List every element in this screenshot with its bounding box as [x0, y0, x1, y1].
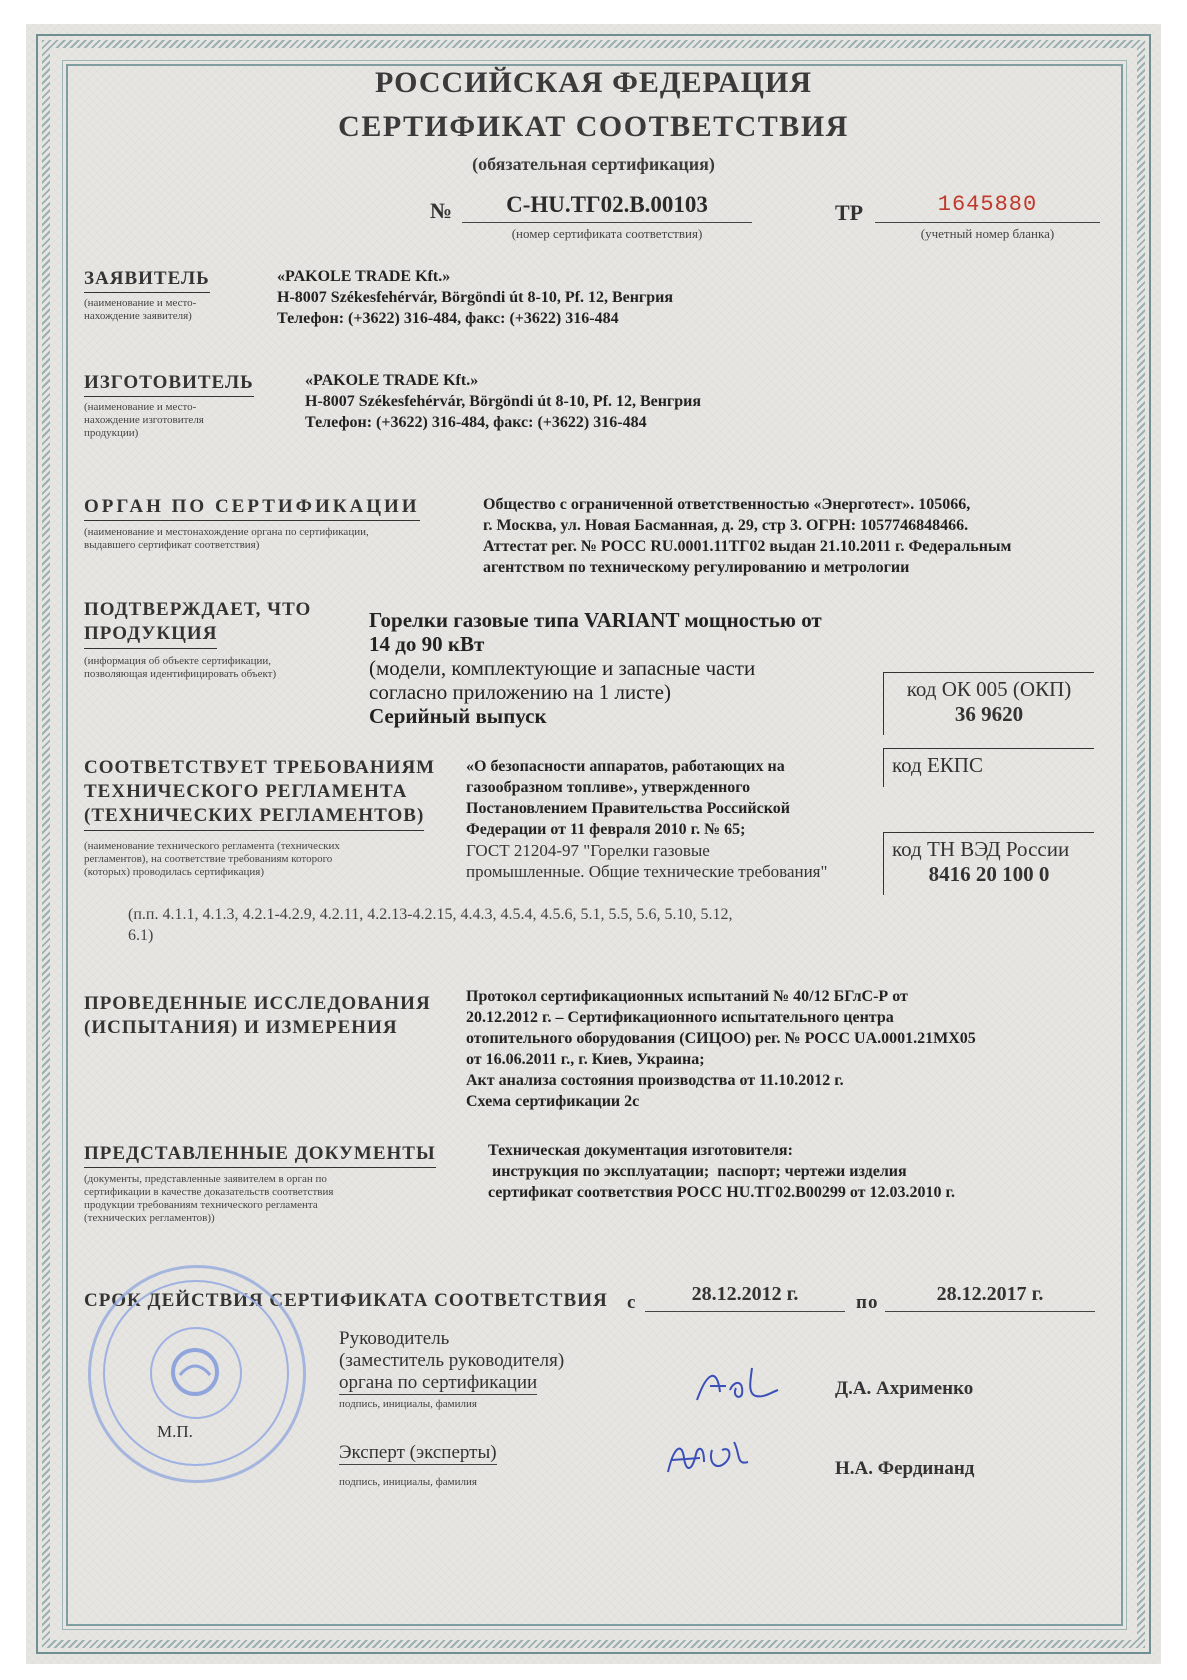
- standard-clauses: (п.п. 4.1.1, 4.1.3, 4.2.1-4.2.9, 4.2.11, 4.2.13-4.2.15, 4.4.3, 4.5.4, 4.5.6, 5.1, 5.5, 5.6, 5.10, 5.12, 6.1): [128, 906, 733, 944]
- head-name: Д.А. Ахрименко: [835, 1378, 974, 1399]
- manufacturer-address: H-8007 Székesfehérvár, Börgöndi út 8-10, Pf. 12, Венгрия: [305, 393, 701, 410]
- tnved-code-box: [883, 832, 1094, 895]
- validity-to-date: 28.12.2017 г.: [885, 1283, 1095, 1312]
- applicant-address: H-8007 Székesfehérvár, Börgöndi út 8-10, Pf. 12, Венгрия: [277, 289, 673, 306]
- applicant-phone: Телефон: (+3622) 316-484, факс: (+3622) 316-484: [277, 310, 619, 327]
- okp-code-value: 36 9620: [954, 702, 1024, 726]
- validity-label: СРОК ДЕЙСТВИЯ СЕРТИФИКАТА СООТВЕТСТВИЯ: [84, 1290, 608, 1311]
- product-power-range: 14 до 90 кВт: [369, 632, 485, 656]
- tnved-code-value: 8416 20 100 0: [928, 862, 1050, 886]
- gost-standard: ГОСТ 21204-97 "Горелки газовые промышленные. Общие технические требования": [466, 841, 828, 881]
- document-title: СЕРТИФИКАТ СООТВЕТСТВИЯ: [338, 110, 849, 143]
- validity-to-word: по: [856, 1292, 879, 1313]
- documents-label: ПРЕДСТАВЛЕННЫЕ ДОКУМЕНТЫ: [84, 1143, 436, 1168]
- manufacturer-name: «PAKOLE TRADE Kft.»: [305, 372, 479, 389]
- manufacturer-details: [305, 370, 1105, 433]
- expert-signature-icon: [660, 1432, 755, 1484]
- certificate-number-caption: (номер сертификата соответствия): [511, 226, 703, 241]
- applicant-label: ЗАЯВИТЕЛЬ: [84, 268, 210, 293]
- production-type: Серийный выпуск: [369, 704, 547, 728]
- applicant-sublabel: (наименование и место- нахождение заявителя): [84, 297, 197, 322]
- validity-from-date: 28.12.2012 г.: [645, 1283, 845, 1312]
- tr-label: ТР: [835, 200, 864, 225]
- manufacturer-sublabel: (наименование и место- нахождение изготовителя продукции): [84, 401, 204, 439]
- cert-body-details: Общество с ограниченной ответственностью «Энерготест». 105066, г. Москва, ул. Новая Басманная, д. 29, стр 3. ОГРН: 1057746848466. Аттестат рег. № РОСС RU.0001.11ТГ02 выдан 21.10.2011 г. Федеральным агентством по техническому регулированию и метрологии: [483, 496, 1012, 576]
- tnved-code-label: код ТН ВЭД России: [892, 837, 1070, 861]
- documents-sublabel: (документы, представленные заявителем в орган по сертификации в качестве доказательств соответствия продукции требованиям технического регламента (технических регламентов)): [84, 1173, 334, 1224]
- okp-code-box: [883, 672, 1094, 735]
- tests-label: ПРОВЕДЕННЫЕ ИССЛЕДОВАНИЯ (ИСПЫТАНИЯ) И ИЗМЕРЕНИЯ: [84, 993, 431, 1038]
- number-sign: №: [430, 198, 453, 223]
- country-title: РОССИЙСКАЯ ФЕДЕРАЦИЯ: [374, 66, 812, 99]
- technical-regulation: «О безопасности аппаратов, работающих на газообразном топливе», утвержденного Постановлением Правительства Российской Федерации от 11 февраля 2010 г. № 65;: [466, 758, 790, 838]
- head-caption: подпись, инициалы, фамилия: [339, 1398, 477, 1410]
- okp-code-label: код ОК 005 (ОКП): [906, 677, 1072, 701]
- applicant-details: [277, 266, 1077, 329]
- blank-number: 1645880: [875, 192, 1100, 223]
- mp-label: М.П.: [157, 1422, 193, 1441]
- expert-name: Н.А. Фердинанд: [835, 1458, 975, 1479]
- cert-body-sublabel: (наименование и местонахождение органа по сертификации, выдавшего сертификат соответствия): [84, 526, 369, 551]
- documents-details: Техническая документация изготовителя: инструкция по эксплуатации; паспорт; чертежи изделия сертификат соответствия РОСС HU.ТГ02.В00299 от 12.03.2010 г.: [488, 1142, 955, 1201]
- blank-number-caption: (учетный номер бланка): [920, 226, 1055, 241]
- applicant-name: «PAKOLE TRADE Kft.»: [277, 268, 451, 285]
- ekps-code-label: код ЕКПС: [892, 753, 983, 777]
- expert-title: Эксперт (эксперты): [339, 1442, 497, 1463]
- seal-emblem-icon: [160, 1337, 230, 1407]
- head-title: Руководитель (заместитель руководителя) органа по сертификации: [339, 1328, 565, 1393]
- cert-body-label: ОРГАН ПО СЕРТИФИКАЦИИ: [84, 496, 420, 521]
- manufacturer-label: ИЗГОТОВИТЕЛЬ: [84, 372, 254, 397]
- certificate-number: C-HU.ТГ02.В.00103: [462, 192, 752, 223]
- manufacturer-phone: Телефон: (+3622) 316-484, факс: (+3622) 316-484: [305, 414, 647, 431]
- validity-from-word: с: [627, 1292, 637, 1313]
- requirements-label: СООТВЕТСТВУЕТ ТРЕБОВАНИЯМ ТЕХНИЧЕСКОГО РЕГЛАМЕНТА (ТЕХНИЧЕСКИХ РЕГЛАМЕНТОВ): [84, 756, 435, 831]
- product-label: ПОДТВЕРЖДАЕТ, ЧТО ПРОДУКЦИЯ: [84, 598, 311, 649]
- head-signature-icon: [692, 1362, 782, 1412]
- expert-caption: подпись, инициалы, фамилия: [339, 1476, 477, 1488]
- product-sublabel: (информация об объекте сертификации, позволяющая идентифицировать объект): [84, 655, 277, 680]
- document-subtitle: (обязательная сертификация): [472, 154, 715, 174]
- requirements-sublabel: (наименование технического регламента (технических регламентов), на соответствие требованиям которого (которых) проводилась сертификация): [84, 840, 340, 878]
- product-description: Горелки газовые типа VARIANT мощностью от 14 до 90 кВт (модели, комплектующие и запасные части согласно приложению на 1 листе) Серийный выпуск: [369, 608, 889, 728]
- ekps-code-box: [883, 748, 1094, 787]
- tests-details: Протокол сертификационных испытаний № 40/12 БГлС-Р от 20.12.2012 г. – Сертификационного испытательного центра отопительного оборудования (СИЦОО) рег. № РОСС UA.0001.21MX05 от 16.06.2011 г., г. Киев, Украина; Акт анализа состояния производства от 11.10.2012 г. Схема сертификации 2с: [466, 988, 976, 1110]
- product-name: Горелки газовые типа VARIANT мощностью от: [369, 608, 822, 632]
